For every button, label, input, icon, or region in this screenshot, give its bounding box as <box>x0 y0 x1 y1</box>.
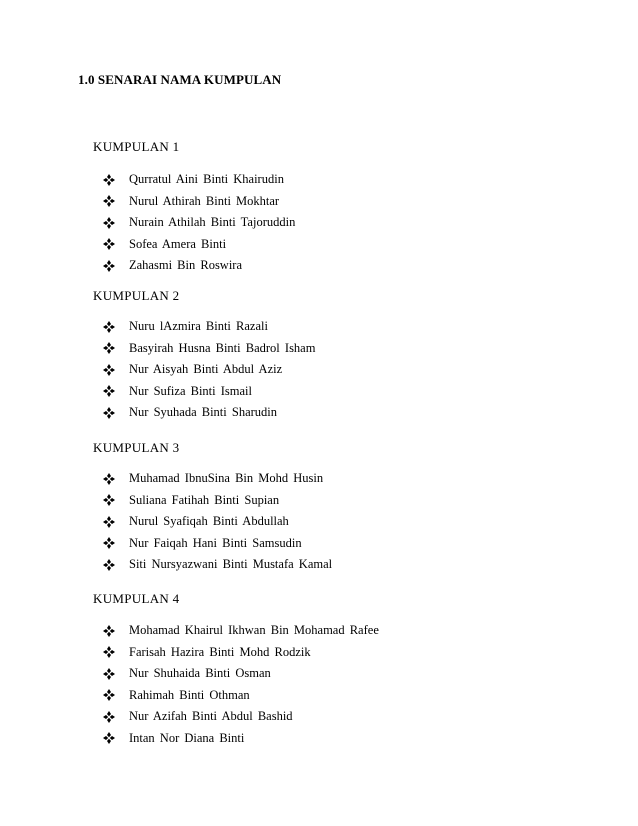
list-item <box>103 511 603 533</box>
member-name: Muhamad IbnuSina Bin Mohd Husin <box>129 471 324 485</box>
group-heading: KUMPULAN 1 <box>93 139 180 154</box>
group-3 <box>93 438 613 571</box>
member-name: Mohamad Khairul Ikhwan Bin Mohamad Rafee <box>129 623 379 637</box>
list-item <box>103 191 603 213</box>
diamond-cluster-icon <box>103 238 115 250</box>
group-heading: KUMPULAN 4 <box>93 591 180 606</box>
list-item <box>103 169 603 191</box>
group-1 <box>93 137 613 272</box>
member-name: Nur Azifah Binti Abdul Bashid <box>129 709 293 723</box>
group-heading: KUMPULAN 2 <box>93 288 180 303</box>
member-list <box>103 620 603 749</box>
list-item <box>103 381 603 403</box>
member-name: Nurain Athilah Binti Tajoruddin <box>129 215 296 229</box>
list-item <box>103 554 603 576</box>
diamond-cluster-icon <box>103 711 115 723</box>
member-name: Nur Sufiza Binti Ismail <box>129 383 252 398</box>
member-list <box>103 169 603 277</box>
diamond-cluster-icon <box>103 473 115 485</box>
list-item <box>103 620 603 642</box>
diamond-cluster-icon <box>103 364 115 376</box>
diamond-cluster-icon <box>103 407 115 419</box>
diamond-cluster-icon <box>103 494 115 506</box>
list-item <box>103 338 603 360</box>
member-list <box>103 316 603 424</box>
page-title: 1.0 SENARAI NAMA KUMPULAN <box>78 72 282 87</box>
group-heading: KUMPULAN 3 <box>93 440 180 455</box>
member-name: Nur Faiqah Hani Binti Samsudin <box>129 535 302 550</box>
list-item <box>103 706 603 728</box>
group-2 <box>93 286 613 419</box>
diamond-cluster-icon <box>103 385 115 397</box>
list-item <box>103 685 603 707</box>
diamond-cluster-icon <box>103 516 115 528</box>
diamond-cluster-icon <box>103 174 115 186</box>
group-4 <box>93 589 613 745</box>
member-name: Rahimah Binti Othman <box>129 687 250 702</box>
list-item <box>103 359 603 381</box>
list-item <box>103 212 603 234</box>
list-item <box>103 255 603 277</box>
list-item <box>103 533 603 555</box>
list-item <box>103 468 603 490</box>
diamond-cluster-icon <box>103 342 115 354</box>
diamond-cluster-icon <box>103 559 115 571</box>
member-name: Qurratul Aini Binti Khairudin <box>129 172 284 186</box>
member-name: Basyirah Husna Binti Badrol Isham <box>129 340 316 355</box>
member-name: Nurul Athirah Binti Mokhtar <box>129 193 280 208</box>
list-item <box>103 663 603 685</box>
member-name: Farisah Hazira Binti Mohd Rodzik <box>129 644 311 659</box>
member-name: Zahasmi Bin Roswira <box>129 258 243 272</box>
diamond-cluster-icon <box>103 321 115 333</box>
diamond-cluster-icon <box>103 732 115 744</box>
list-item <box>103 316 603 338</box>
member-name: Siti Nursyazwani Binti Mustafa Kamal <box>129 557 333 571</box>
member-name: Nurul Syafiqah Binti Abdullah <box>129 514 289 528</box>
diamond-cluster-icon <box>103 260 115 272</box>
list-item <box>103 642 603 664</box>
member-name: Nur Shuhaida Binti Osman <box>129 666 271 680</box>
diamond-cluster-icon <box>103 217 115 229</box>
member-name: Suliana Fatihah Binti Supian <box>129 492 280 507</box>
diamond-cluster-icon <box>103 195 115 207</box>
diamond-cluster-icon <box>103 625 115 637</box>
diamond-cluster-icon <box>103 668 115 680</box>
diamond-cluster-icon <box>103 689 115 701</box>
member-name: Intan Nor Diana Binti <box>129 730 245 745</box>
member-name: Nuru lAzmira Binti Razali <box>129 319 268 333</box>
diamond-cluster-icon <box>103 537 115 549</box>
member-name: Sofea Amera Binti <box>129 236 227 251</box>
member-name: Nur Aisyah Binti Abdul Aziz <box>129 362 283 376</box>
list-item <box>103 402 603 424</box>
member-name: Nur Syuhada Binti Sharudin <box>129 405 278 419</box>
member-list <box>103 468 603 576</box>
list-item <box>103 728 603 750</box>
list-item <box>103 234 603 256</box>
diamond-cluster-icon <box>103 646 115 658</box>
list-item <box>103 490 603 512</box>
